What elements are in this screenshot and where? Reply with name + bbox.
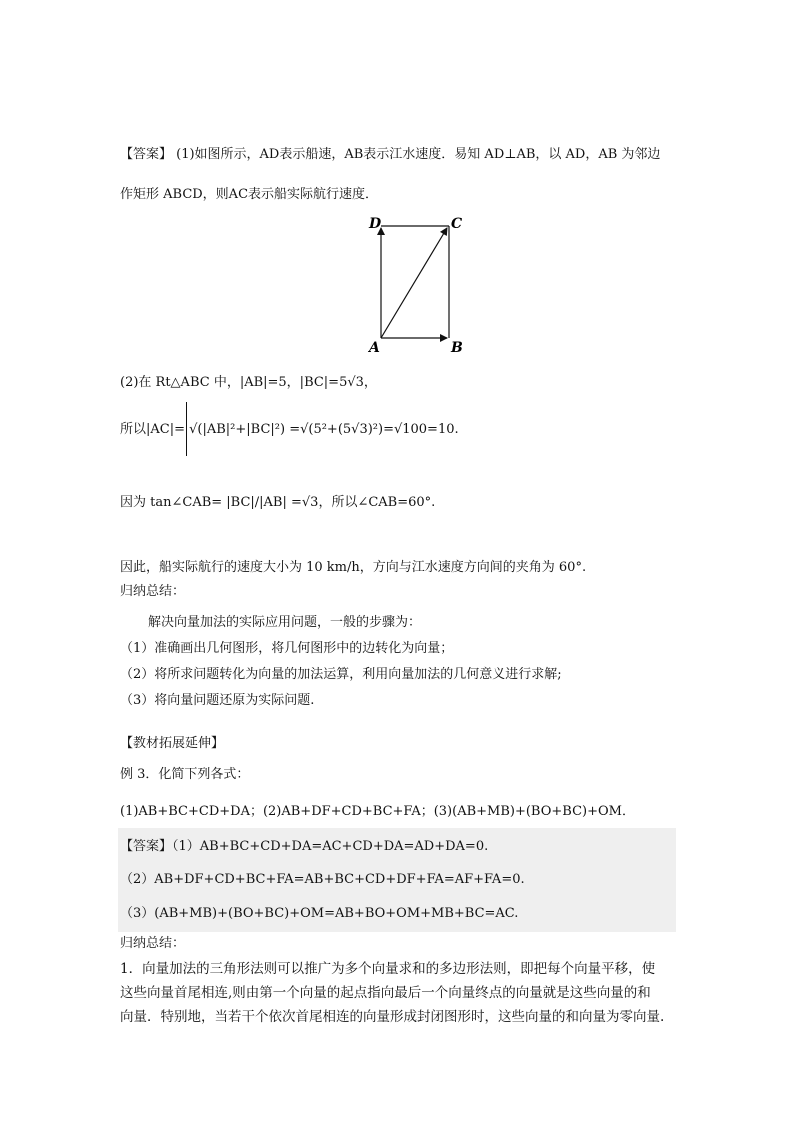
summary1-title: 归纳总结： — [120, 584, 186, 599]
part2-line-2: 所以|AC|= √(|AB|²+|BC|²) =√(5²+(5√3)²)=√100=10. — [120, 422, 459, 437]
summary2-line-3: 向量．特别地，当若干个依次首尾相连的向量形成封闭图形时，这些向量的和向量为零向量. — [120, 1009, 665, 1025]
extension-title: 【教材拓展延伸】 — [120, 736, 225, 751]
sqrt-bar — [186, 402, 188, 456]
summary1-step-2: （2）将所求问题转化为向量的加法运算，利用向量加法的几何意义进行求解; — [120, 667, 562, 682]
answer-line-1: 【答案】 (1)如图所示，AD表示船速，AB表示江水速度．易知 AD⊥AB，以 AD，AB 为邻边 — [120, 147, 661, 162]
rectangle-figure — [360, 212, 470, 358]
part2-line-1: (2)在 Rt△ABC 中，|AB|=5，|BC|=5√3， — [120, 375, 377, 390]
answer3-line-2: （2）AB+DF+CD+BC+FA=AB+BC+CD+DF+FA=AF+FA=0. — [120, 872, 525, 887]
summary2-line-2: 这些向量首尾相连,则由第一个向量的起点指向最后一个向量终点的向量就是这些向量的和 — [120, 985, 651, 1001]
example-3-question: (1)AB+BC+CD+DA；(2)AB+DF+CD+BC+FA；(3)(AB+MB)+(BO+BC)+OM． — [120, 804, 635, 819]
answer3-label: 【答案】 — [120, 839, 173, 854]
label-d: D — [369, 216, 382, 232]
vector-ac — [381, 228, 447, 338]
label-a: A — [369, 340, 380, 356]
summary1-step-1: （1）准确画出几何图形，将几何图形中的边转化为向量； — [120, 641, 454, 656]
summary2-line-1: 1．向量加法的三角形法则可以推广为多个向量求和的多边形法则，即把每个向量平移，使 — [120, 961, 656, 977]
summary2-title: 归纳总结： — [120, 936, 186, 951]
label-c: C — [451, 216, 463, 232]
part2-line-4: 因此，船实际航行的速度大小为 10 km/h，方向与江水速度方向间的夹角为 60°. — [120, 560, 587, 575]
answer-line-2: 作矩形 ABCD，则AC表示船实际航行速度． — [120, 187, 379, 202]
answer3-line-3: （3）(AB+MB)+(BO+BC)+OM=AB+BO+OM+MB+BC=AC. — [120, 906, 519, 921]
summary1-intro: 解决向量加法的实际应用问题，一般的步骤为： — [148, 615, 422, 630]
part2-line-3: 因为 tan∠CAB= |BC|/|AB| =√3，所以∠CAB=60°. — [120, 495, 436, 510]
example-3: 例 3．化简下列各式： — [120, 767, 250, 782]
label-b: B — [451, 340, 463, 356]
answer3-line-1 — [120, 838, 488, 856]
answer3-line-1-text: （1）AB+BC+CD+DA=AC+CD+DA=AD+DA=0. — [172, 839, 489, 854]
summary1-step-3: （3）将向量问题还原为实际问题. — [120, 693, 315, 708]
